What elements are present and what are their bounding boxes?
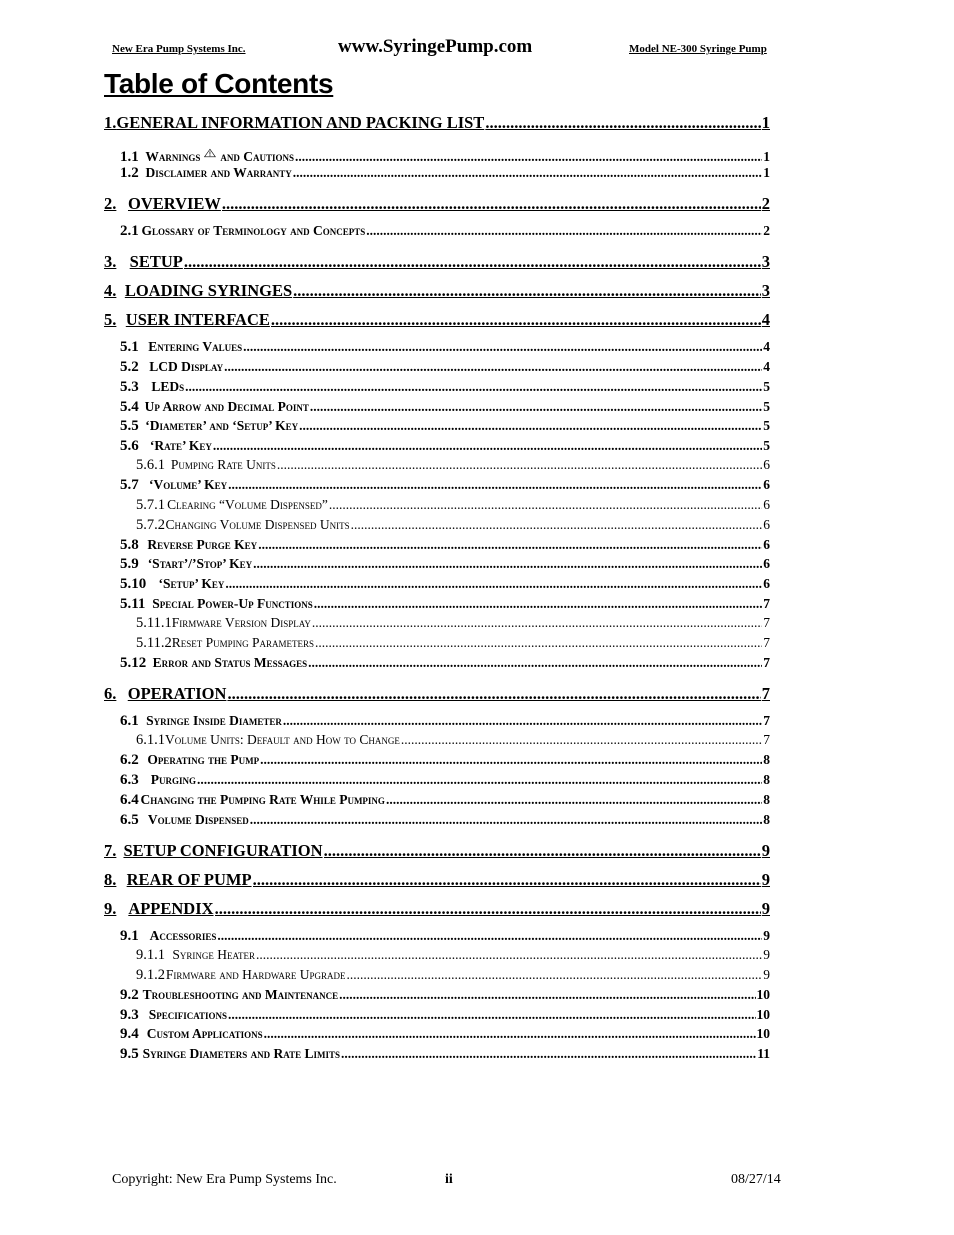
toc-dot-leader: [264, 1026, 756, 1042]
toc-entry-number: 1.1: [120, 149, 139, 165]
toc-entry-title: Pumping Rate Units: [170, 457, 276, 472]
toc-entry-number: 6.1: [120, 713, 139, 729]
toc-entry-page: 5: [763, 399, 770, 414]
toc-entry[interactable]: [120, 655, 770, 672]
toc-dot-leader: [386, 792, 762, 808]
warning-icon: [204, 145, 216, 161]
toc-dot-leader: [250, 812, 762, 828]
toc-dot-leader: [295, 149, 762, 165]
toc-entry[interactable]: [120, 1046, 770, 1063]
toc-entry[interactable]: [120, 1007, 770, 1024]
toc-entry-title: Changing the Pumping Rate While Pumping: [140, 792, 385, 807]
toc-entry[interactable]: [120, 987, 770, 1004]
toc-entry[interactable]: [104, 281, 770, 301]
toc-entry-page: 6: [763, 477, 770, 492]
toc-entry[interactable]: [120, 1026, 770, 1043]
toc-dot-leader: [213, 438, 762, 454]
toc-entry-page: 10: [756, 1026, 770, 1041]
toc-entry-number: 5.11.2: [136, 635, 172, 651]
toc-entry-number: 6.1.1: [136, 732, 165, 748]
toc-dot-leader: [258, 537, 762, 553]
toc-entry-title: Reset Pumping Parameters: [171, 635, 314, 650]
toc-entry[interactable]: [104, 870, 770, 890]
toc-dot-leader: [401, 732, 762, 748]
toc-entry-number: 6.: [104, 684, 117, 703]
toc-entry-title: LOADING SYRINGES: [124, 281, 293, 300]
toc-entry-title: SETUP: [129, 252, 183, 271]
toc-dot-leader: [243, 339, 762, 355]
toc-dot-leader: [308, 655, 762, 671]
toc-dot-leader: [253, 556, 762, 572]
toc-dot-leader: [184, 252, 761, 272]
toc-entry-number: 6.4: [120, 792, 139, 808]
toc-entry-page: 1: [763, 149, 770, 164]
toc-dot-leader: [215, 899, 761, 919]
toc-entry-number: 6.5: [120, 812, 139, 828]
toc-entry-page: 10: [756, 1007, 770, 1022]
toc-entry-page: 5: [763, 418, 770, 433]
footer-page-number: ii: [445, 1172, 453, 1187]
toc-entry-number: 5.7: [120, 477, 139, 493]
toc-entry[interactable]: [120, 359, 770, 376]
header-model: Model NE-300 Syringe Pump: [629, 43, 767, 55]
toc-entry-number: 5.3: [120, 379, 139, 395]
toc-dot-leader: [271, 310, 761, 330]
toc-dot-leader: [341, 1046, 756, 1062]
toc-entry[interactable]: [120, 928, 770, 945]
toc-entry-title: APPENDIX: [128, 899, 214, 918]
toc-dot-leader: [324, 841, 761, 861]
toc-dot-leader: [185, 379, 762, 395]
toc-entry-number: 5.1: [120, 339, 139, 355]
toc-entry-number: 5.7.1: [136, 497, 165, 513]
toc-entry-page: 4: [763, 339, 770, 354]
toc-entry-title: Disclaimer and Warranty: [145, 165, 292, 180]
toc-entry[interactable]: [136, 497, 770, 514]
toc-dot-leader: [260, 752, 762, 768]
toc-entry-number: 5.6: [120, 438, 139, 454]
toc-dot-leader: [228, 477, 762, 493]
toc-entry-page: 9: [761, 870, 770, 889]
toc-entry-page: 9: [763, 947, 770, 962]
toc-entry[interactable]: [120, 812, 770, 829]
toc-entry-title: Clearing “Volume Dispensed”: [167, 497, 328, 512]
toc-dot-leader: [314, 596, 763, 612]
toc-entry-page: 9: [763, 928, 770, 943]
toc-dot-leader: [225, 576, 762, 592]
toc-dot-leader: [299, 418, 762, 434]
toc-entry-number: 9.2: [120, 987, 139, 1003]
toc-entry-title: ‘Setup’ Key: [158, 576, 225, 591]
toc-entry-title: Specifications: [148, 1007, 228, 1022]
toc-entry-number: 5.6.1: [136, 457, 165, 473]
toc-dot-leader: [217, 928, 762, 944]
toc-entry-page: 3: [761, 281, 770, 300]
toc-entry-page: 7: [763, 655, 770, 670]
toc-entry-title: Firmware Version Display: [171, 615, 311, 630]
toc-entry-number: 5.11.1: [136, 615, 172, 631]
toc-entry-title: REAR OF PUMP: [126, 870, 252, 889]
toc-entry[interactable]: [120, 477, 770, 494]
toc-entry-title: Reverse Purge Key: [147, 537, 258, 552]
footer-date: 08/27/14: [731, 1172, 781, 1187]
toc-entry[interactable]: [136, 947, 770, 964]
toc-entry-page: 6: [763, 576, 770, 591]
toc-entry[interactable]: [104, 252, 770, 272]
toc-entry[interactable]: [136, 615, 770, 632]
toc-entry-page: 9: [761, 841, 770, 860]
toc-entry-title: ‘Start’/’Stop’ Key: [147, 556, 253, 571]
toc-entry-title: OVERVIEW: [127, 194, 221, 213]
toc-dot-leader: [485, 113, 760, 133]
toc-entry[interactable]: [120, 792, 770, 809]
toc-entry-page: 5: [763, 379, 770, 394]
toc-entry-title: Volume Units: Default and How to Change: [165, 732, 400, 747]
toc-dot-leader: [346, 967, 762, 983]
toc-entry-number: 1.2: [120, 165, 139, 181]
toc-entry-title: Error and Status Messages: [152, 655, 308, 670]
toc-entry-number: 1.: [104, 113, 117, 132]
toc-entry-page: 8: [763, 752, 770, 767]
toc-entry-title: GENERAL INFORMATION AND PACKING LIST: [116, 113, 485, 132]
toc-entry-number: 3.: [104, 252, 117, 271]
toc-entry-title: Custom Applications: [146, 1026, 263, 1041]
toc-entry[interactable]: [104, 113, 770, 133]
toc-entry-number: 5.: [104, 310, 117, 329]
toc-dot-leader: [224, 359, 762, 375]
toc-entry-page: 7: [761, 684, 770, 703]
toc-entry-page: 10: [756, 987, 770, 1002]
toc-entry-page: 3: [761, 252, 770, 271]
toc-entry-title: USER INTERFACE: [125, 310, 270, 329]
toc-entry-number: 5.5: [120, 418, 139, 434]
toc-entry-number: 9.5: [120, 1046, 139, 1062]
toc-dot-leader: [351, 517, 763, 533]
toc-dot-leader: [227, 684, 760, 704]
toc-entry[interactable]: [120, 223, 770, 240]
toc-entry[interactable]: [120, 145, 770, 166]
toc-entry-page: 1: [763, 165, 770, 180]
toc-dot-leader: [222, 194, 761, 214]
toc-entry-title: Changing Volume Dispensed Units: [165, 517, 350, 532]
toc-entry-page: 6: [763, 517, 770, 532]
toc-entry-page: 9: [763, 967, 770, 982]
toc-entry-number: 2.: [104, 194, 117, 213]
toc-entry-page: 4: [763, 359, 770, 374]
toc-entry-page: 1: [761, 113, 770, 132]
toc-entry-page: 6: [763, 457, 770, 472]
toc-entry-number: 4.: [104, 281, 117, 300]
toc-entry-title: ‘Diameter’ and ‘Setup’ Key: [145, 418, 299, 433]
toc-dot-leader: [310, 399, 762, 415]
toc-entry[interactable]: [136, 635, 770, 652]
toc-entry[interactable]: [104, 684, 770, 704]
toc-entry-page: 2: [761, 194, 770, 213]
toc-entry-title: Troubleshooting and Maintenance: [142, 987, 339, 1002]
toc-entry[interactable]: [120, 556, 770, 573]
toc-entry-page: 8: [763, 772, 770, 787]
toc-entry-page: 8: [763, 812, 770, 827]
toc-entry-number: 5.4: [120, 399, 139, 415]
toc-entry-title: Glossary of Terminology and Concepts: [141, 223, 366, 238]
toc-dot-leader: [329, 497, 762, 513]
toc-dot-leader: [197, 772, 762, 788]
toc-entry-number: 5.2: [120, 359, 139, 375]
toc-entry-title-continued: and Cautions: [220, 149, 294, 164]
toc-entry-page: 7: [763, 713, 770, 728]
toc-entry[interactable]: [120, 438, 770, 455]
toc-entry-title: Purging: [150, 772, 196, 787]
toc-dot-leader: [312, 615, 762, 631]
toc-entry[interactable]: [136, 732, 770, 749]
toc-entry[interactable]: [120, 772, 770, 789]
toc-entry[interactable]: [120, 339, 770, 356]
toc-entry-page: 9: [761, 899, 770, 918]
toc-entry[interactable]: [136, 967, 770, 984]
toc-entry-page: 6: [763, 556, 770, 571]
toc-entry-title: Syringe Diameters and Rate Limits: [142, 1046, 340, 1061]
toc-entry-number: 9.1: [120, 928, 139, 944]
toc-entry-page: 6: [763, 537, 770, 552]
toc-dot-leader: [228, 1007, 755, 1023]
toc-entry-page: 8: [763, 792, 770, 807]
toc-entry-number: 5.7.2: [136, 517, 165, 533]
toc-entry-title: Up Arrow and Decimal Point: [144, 399, 309, 414]
toc-entry-page: 2: [763, 223, 770, 238]
toc-entry-number: 9.: [104, 899, 117, 918]
toc-entry-page: 4: [761, 310, 770, 329]
toc-entry-number: 8.: [104, 870, 117, 889]
toc-entry-page: 5: [763, 438, 770, 453]
toc-entry-number: 5.11: [120, 596, 146, 612]
toc-entry-title: LEDs: [151, 379, 185, 394]
toc-entry-title: Syringe Heater: [172, 947, 255, 962]
toc-entry-number: 5.9: [120, 556, 139, 572]
toc-entry-number: 5.8: [120, 537, 139, 553]
toc-entry[interactable]: [120, 537, 770, 554]
toc-entry[interactable]: [136, 517, 770, 534]
toc-entry-title: OPERATION: [127, 684, 227, 703]
toc-entry-page: 7: [763, 615, 770, 630]
toc-entry-title: Entering Values: [148, 339, 243, 354]
toc-dot-leader: [253, 870, 761, 890]
toc-entry[interactable]: [120, 713, 770, 730]
header-website: www.SyringePump.com: [338, 36, 533, 57]
toc-entry[interactable]: [120, 418, 770, 435]
toc-entry-title: Firmware and Hardware Upgrade: [165, 967, 346, 982]
toc-dot-leader: [366, 223, 762, 239]
toc-entry-title: Warnings: [145, 149, 201, 164]
toc-entry[interactable]: [120, 399, 770, 416]
toc-entry[interactable]: [104, 310, 770, 330]
toc-entry[interactable]: [120, 752, 770, 769]
toc-entry-title: Operating the Pump: [147, 752, 260, 767]
toc-entry[interactable]: [104, 841, 770, 861]
toc-entry-number: 9.3: [120, 1007, 139, 1023]
toc-entry[interactable]: [120, 379, 770, 396]
toc-dot-leader: [293, 281, 761, 301]
toc-dot-leader: [339, 987, 755, 1003]
toc-entry-number: 5.12: [120, 655, 147, 671]
footer-copyright: Copyright: New Era Pump Systems Inc.: [112, 1172, 337, 1187]
toc-entry-page: 7: [763, 635, 770, 650]
toc-entry-number: 2.1: [120, 223, 139, 239]
toc-entry[interactable]: [120, 576, 770, 593]
toc-entry-title: LCD Display: [149, 359, 224, 374]
toc-entry-page: 6: [763, 497, 770, 512]
toc-entry-title: SETUP CONFIGURATION: [123, 841, 323, 860]
toc-entry-number: 6.3: [120, 772, 139, 788]
toc-dot-leader: [315, 635, 762, 651]
toc-entry-number: 7.: [104, 841, 117, 860]
toc-entry[interactable]: [136, 457, 770, 474]
toc-entry-number: 9.1.2: [136, 967, 165, 983]
toc-dot-leader: [283, 713, 762, 729]
toc-entry-title: Accessories: [149, 928, 217, 943]
toc-entry-page: 7: [763, 732, 770, 747]
toc-entry-number: 9.4: [120, 1026, 139, 1042]
toc-dot-leader: [277, 457, 762, 473]
toc-dot-leader: [293, 165, 762, 181]
toc-entry[interactable]: [104, 899, 770, 919]
toc-entry-title: ‘Volume’ Key: [149, 477, 228, 492]
toc-entry-number: 5.10: [120, 576, 147, 592]
toc-entry[interactable]: [104, 194, 770, 214]
header-company: New Era Pump Systems Inc.: [112, 43, 246, 55]
toc-entry[interactable]: [120, 596, 770, 613]
toc-entry-title: Special Power-Up Functions: [152, 596, 313, 611]
toc-entry-title: Syringe Inside Diameter: [146, 713, 282, 728]
toc-entry-page: 11: [757, 1046, 770, 1061]
toc-entry-number: 6.2: [120, 752, 139, 768]
toc-entry-title: ‘Rate’ Key: [149, 438, 212, 453]
toc-entry-title: Volume Dispensed: [147, 812, 249, 827]
toc-entry-page: 7: [763, 596, 770, 611]
toc-entry[interactable]: [120, 165, 770, 182]
toc-entry-number: 9.1.1: [136, 947, 165, 963]
page-title: Table of Contents: [104, 68, 334, 99]
toc-dot-leader: [256, 947, 762, 963]
